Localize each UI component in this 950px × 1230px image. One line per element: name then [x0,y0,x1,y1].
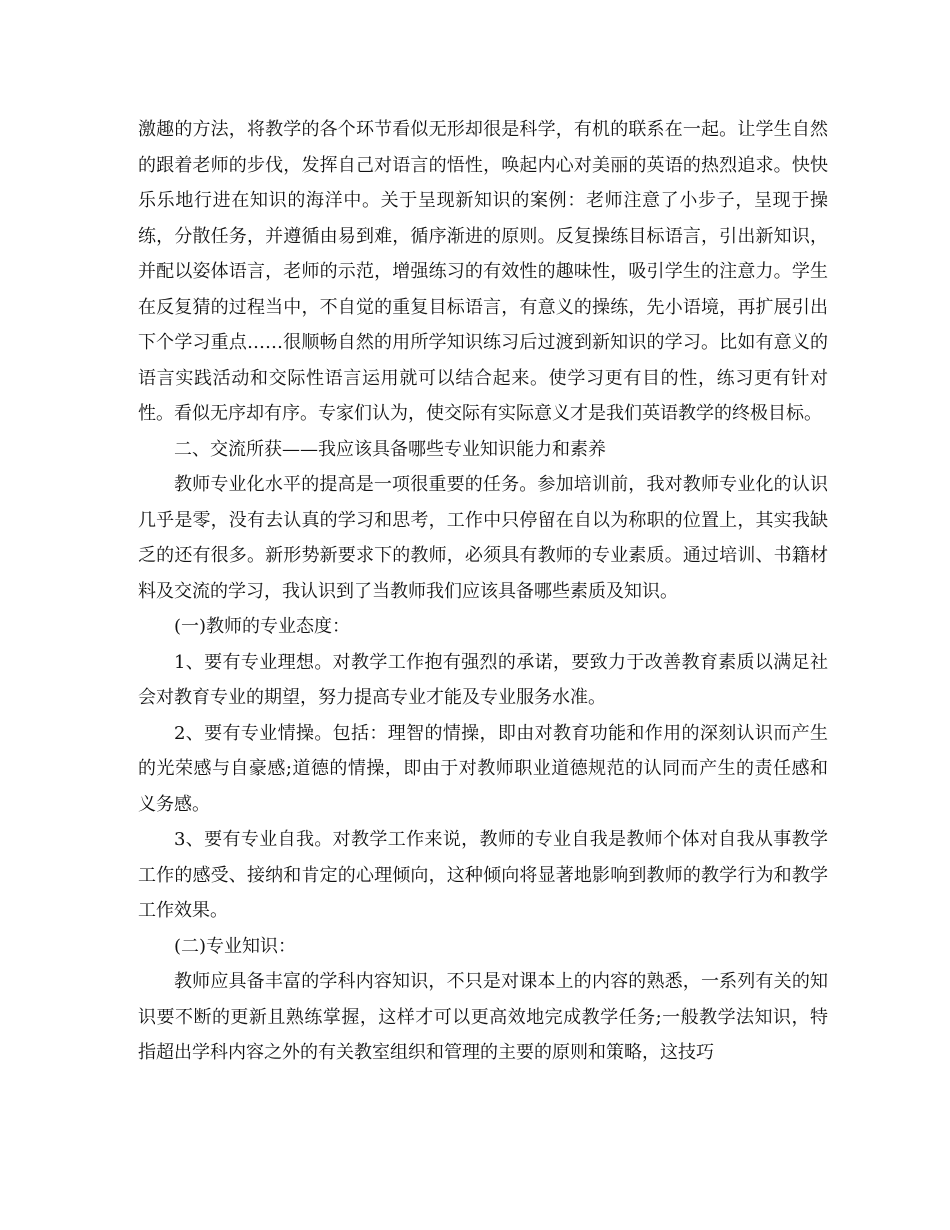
paragraph-subject-knowledge: 教师应具备丰富的学科内容知识，不只是对课本上的内容的熟悉，一系列有关的知识要不断的更新且熟练掌握，这样才可以更高效地完成教学任务;一般教学法知识，特指超出学科内容之外的有关教室组织和管理的主要的原则和策略，这技巧 [138,971,828,1063]
list-item-professional-sentiment: 2、要有专业情操。包括：理智的情操，即由对教育功能和作用的深刻认识而产生的光荣感与自豪感;道德的情操，即由于对教师职业道德规范的认同而产生的责任感和义务感。 [138,722,828,815]
list-item-professional-self: 3、要有专业自我。对教学工作来说，教师的专业自我是教师个体对自我从事教学工作的感受、接纳和肯定的心理倾向，这种倾向将显著地影响到教师的教学行为和教学工作效果。 [138,829,828,921]
paragraph-professionalization: 教师专业化水平的提高是一项很重要的任务。参加培训前，我对教师专业化的认识几乎是零，没有去认真的学习和思考，工作中只停留在自以为称职的位置上，其实我缺乏的还有很多。新形势新要求下的教师，必须具有教师的专业素质。通过培训、书籍材料及交流的学习，我认识到了当教师我们应该具备哪些素质及知识。 [138,474,828,602]
document-body [138,112,828,1071]
section-heading-2: 二、交流所获——我应该具备哪些专业知识能力和素养 [174,438,606,460]
list-item-professional-ideal: 1、要有专业理想。对教学工作抱有强烈的承诺，要致力于改善教育素质以满足社会对教育专业的期望，努力提高专业才能及专业服务水准。 [138,651,828,708]
subheading-professional-knowledge: (二)专业知识： [174,935,297,957]
paragraph-intro-continuation: 激趣的方法，将教学的各个环节看似无形却很是科学，有机的联系在一起。让学生自然的跟着老师的步伐，发挥自己对语言的悟性，唤起内心对美丽的英语的热烈追求。快快乐乐地行进在知识的海洋中。关于呈现新知识的案例：老师注意了小步子，呈现于操练，分散任务，并遵循由易到难，循序渐进的原则。反复操练目标语言，引出新知识，并配以姿体语言，老师的示范，增强练习的有效性的趣味性，吸引学生的注意力。学生在反复猜的过程当中，不自觉的重复目标语言，有意义的操练，先小语境，再扩展引出下个学习重点……很顺畅自然的用所学知识练习后过渡到新知识的学习。比如有意义的语言实践活动和交际性语言运用就可以结合起来。使学习更有目的性，练习更有针对性。看似无序却有序。专家们认为，使交际有实际意义才是我们英语教学的终极目标。 [138,119,828,424]
subheading-professional-attitude: (一)教师的专业态度： [174,616,351,637]
